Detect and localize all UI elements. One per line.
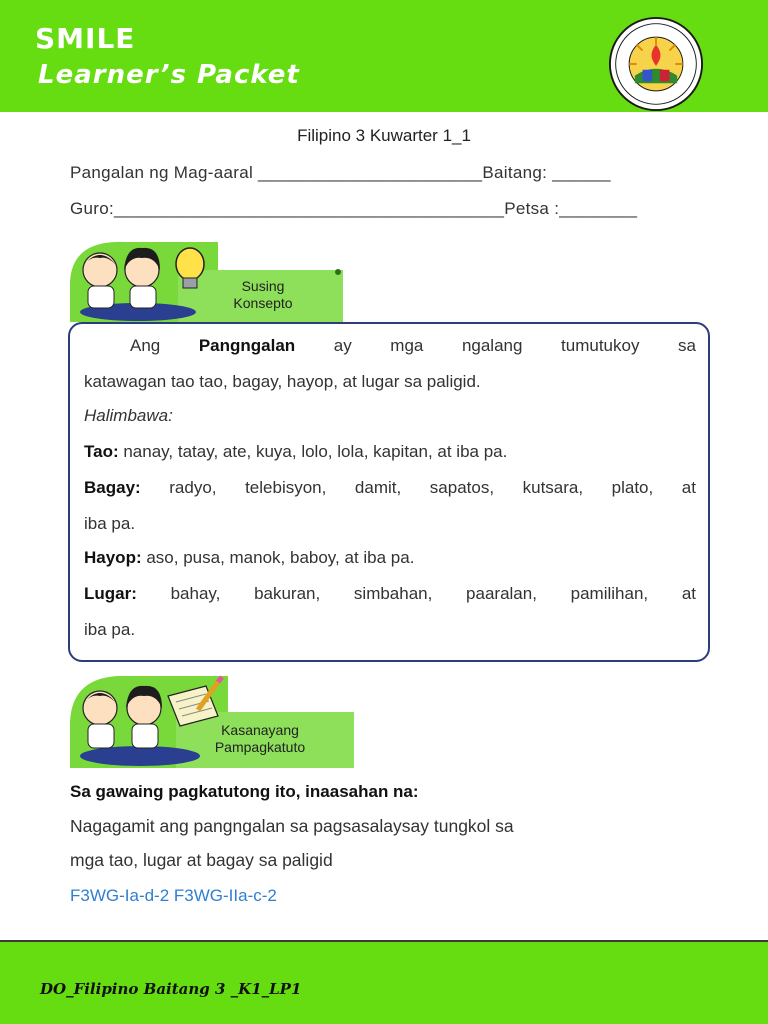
banner-concept-line2: Konsepto	[233, 295, 293, 311]
intro-term: Pangngalan	[198, 336, 296, 355]
footer-bar	[0, 940, 768, 1024]
example-lugar-text: bahay, bakuran, simbahan, paaralan, pamilihan, at	[136, 584, 696, 603]
header-title: SMILE	[35, 22, 136, 55]
example-bagay-line2: iba pa.	[84, 514, 136, 533]
banner-concept-line1: Susing	[241, 278, 285, 294]
objectives-line2: mga tao, lugar at bagay sa paligid	[70, 850, 333, 870]
document-title: Filipino 3 Kuwarter 1_1	[297, 126, 471, 145]
teacher-date-field: Guro:________________________________________Petsa :________	[70, 199, 638, 218]
concept-intro-line1	[84, 336, 696, 356]
example-bagay	[84, 478, 696, 498]
header-bar	[0, 0, 768, 112]
competency-codes: F3WG-Ia-d-2 F3WG-IIa-c-2	[70, 886, 277, 905]
student-name-field: Pangalan ng Mag-aaral _______________________Baitang: ______	[70, 163, 611, 182]
objectives-heading: Sa gawaing pagkatutong ito, inaasahan na:	[70, 782, 419, 801]
example-label: Halimbawa:	[84, 406, 173, 425]
example-hayop-text: aso, pusa, manok, baboy, at iba pa.	[141, 548, 415, 567]
banner-label-skill	[198, 722, 322, 756]
banner-label-concept	[208, 278, 318, 312]
example-tao-text: nanay, tatay, ate, kuya, lolo, lola, kapitan, at iba pa.	[118, 442, 508, 461]
concept-box	[68, 322, 710, 662]
banner-susing-konsepto	[68, 238, 348, 322]
example-hayop	[84, 548, 696, 568]
concept-intro-line2: katawagan tao tao, bagay, hayop, at lugar sa paligid.	[84, 372, 481, 391]
example-bagay-label: Bagay:	[84, 478, 141, 497]
example-hayop-label: Hayop:	[84, 548, 142, 567]
objectives-line1: Nagagamit ang pangngalan sa pagsasalaysay tungkol sa	[70, 816, 514, 836]
intro-post: ay mga ngalang tumutukoy sa	[295, 336, 696, 355]
example-bagay-text: radyo, telebisyon, damit, sapatos, kutsara, plato, at	[140, 478, 696, 497]
intro-pre: Ang	[130, 336, 199, 355]
banner-skill-line1: Kasanayang	[221, 722, 299, 738]
example-lugar	[84, 584, 696, 604]
footer-text: DO_Filipino Baitang 3 _K1_LP1	[40, 980, 302, 998]
example-lugar-label: Lugar:	[84, 584, 137, 603]
banner-skill-line2: Pampagkatuto	[214, 739, 306, 755]
example-tao-label: Tao:	[84, 442, 119, 461]
banner-kasanayang-pampagkatuto	[68, 672, 358, 768]
division-seal-icon	[608, 16, 704, 112]
header-subtitle: Learner’s Packet	[38, 60, 300, 90]
example-lugar-line2: iba pa.	[84, 620, 136, 639]
example-tao	[84, 442, 696, 462]
